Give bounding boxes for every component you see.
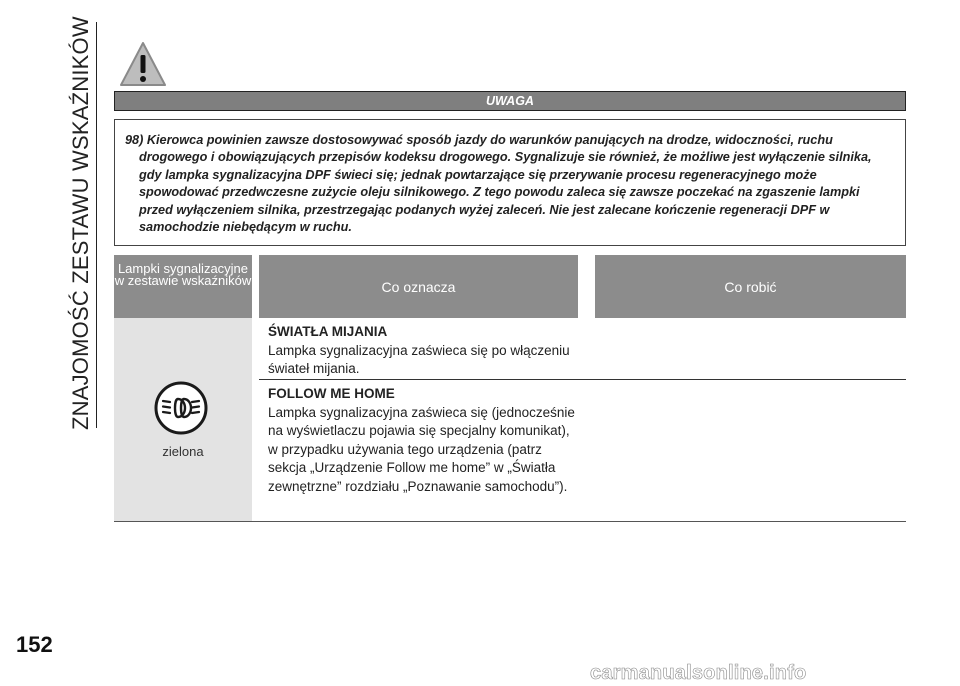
table-row xyxy=(268,323,580,379)
row-divider xyxy=(259,379,906,380)
table-row xyxy=(268,385,580,496)
warning-triangle-icon xyxy=(118,40,168,90)
low-beam-headlight-icon xyxy=(153,380,209,436)
warning-header: UWAGA xyxy=(114,91,906,111)
lamp-color-label: zielona xyxy=(162,444,204,459)
page-number: 152 xyxy=(16,632,53,657)
row-text-follow-me-home: Lampka sygnalizacyjna zaświeca się (jednocześnie na wyświetlaczu pojawia się specjalny komunikat), w przypadku używania tego urządzenia (patrz sekcja „Urządzenie Follow me home” w „Światła zewnętrzne” rozdziału „Poznawanie samochodu”). xyxy=(268,404,575,494)
section-divider xyxy=(96,22,97,428)
header-meaning: Co oznacza xyxy=(259,255,578,318)
warning-text: 98) Kierowca powinien zawsze dostosowywać sposób jazdy do warunków panujących na drodze, widoczności, ruchu drogowego i obowiązujących przepisów kodeksu drogowego. Sygnalizuje sie również, że możliwe jest wyłączenie silnika, gdy lampka sygnalizacyjna DPF świeci się; jednak powtarzające się przerywanie procesu regeneracyjnego może spowodować przedwczesne zużycie oleju silnikowego. Z tego powodu zaleca się zawsze poczekać na zgaszenie lampki przed wyłączeniem silnika, przestrzegając podanych wyżej zaleceń. Nie jest zalecane kończenie regeneracji DPF w samochodzie niebędącym w ruchu. xyxy=(125,133,872,235)
row-text-low-beam: Lampka sygnalizacyjna zaświeca się po włączeniu świateł mijania. xyxy=(268,342,570,376)
section-title: ZNAJOMOŚĆ ZESTAWU WSKAŹNIKÓW xyxy=(68,16,93,430)
header-lamps: Lampki sygnalizacyjne w zestawie wskaźników xyxy=(114,255,252,318)
row-title-follow-me-home: FOLLOW ME HOME xyxy=(268,386,395,401)
row-title-low-beam: ŚWIATŁA MIJANIA xyxy=(268,324,388,339)
watermark: carmanualsonline.info xyxy=(590,662,807,684)
warning-box xyxy=(114,119,906,246)
header-action: Co robić xyxy=(595,255,906,318)
table-bottom-rule xyxy=(114,521,906,522)
